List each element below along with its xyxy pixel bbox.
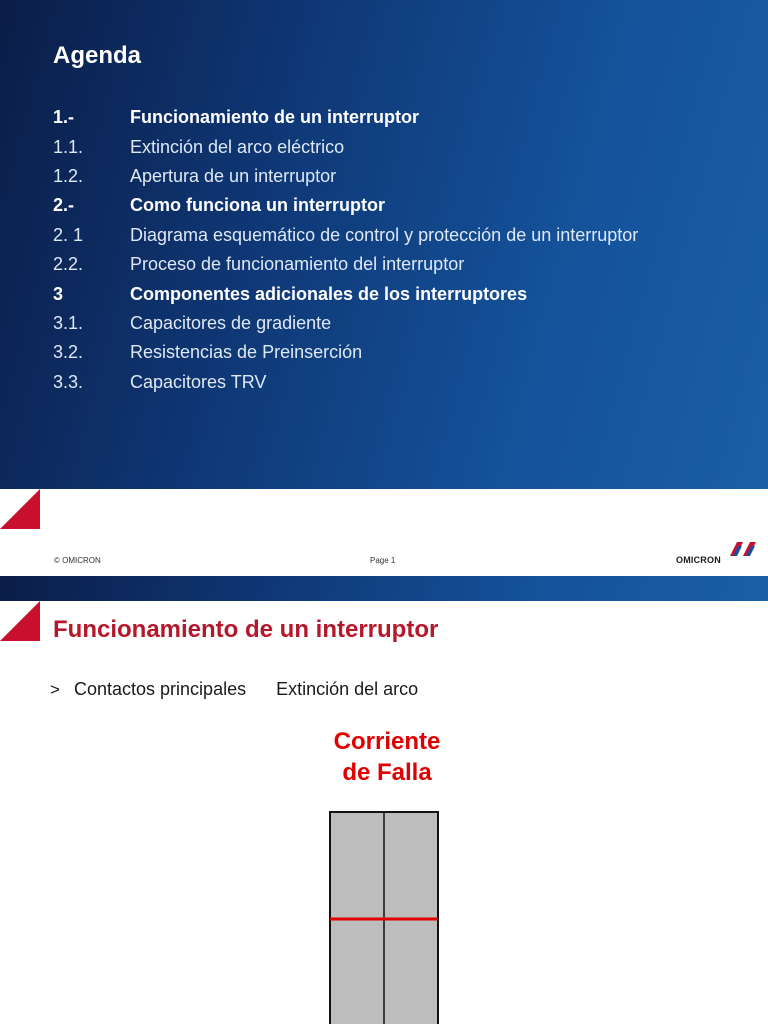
agenda-item bbox=[53, 221, 753, 250]
agenda-list bbox=[53, 103, 753, 397]
bullet-item bbox=[50, 679, 418, 700]
agenda-item-text: Como funciona un interruptor bbox=[130, 195, 385, 216]
agenda-item bbox=[53, 191, 753, 220]
agenda-item-number: 3 bbox=[53, 283, 64, 304]
agenda-item-number: 1.1. bbox=[53, 136, 84, 157]
fault-label-line2: de Falla bbox=[342, 759, 432, 786]
agenda-item bbox=[53, 103, 753, 132]
agenda-item-number: 3.2. bbox=[53, 342, 84, 363]
agenda-item-number: 3.1. bbox=[53, 312, 84, 333]
agenda-item-text: Funcionamiento de un interruptor bbox=[130, 107, 419, 128]
agenda-item-text: Resistencias de Preinserción bbox=[130, 342, 363, 363]
agenda-item-text: Capacitores de gradiente bbox=[130, 312, 332, 333]
omicron-logo bbox=[676, 542, 758, 566]
agenda-item-number: 2. 1 bbox=[53, 224, 84, 245]
agenda-item bbox=[53, 309, 753, 338]
footer-copyright: © OMICRON bbox=[54, 556, 101, 565]
agenda-title: Agenda bbox=[53, 42, 142, 69]
agenda-item-text: Componentes adicionales de los interruptores bbox=[130, 283, 528, 304]
fault-current-label bbox=[300, 726, 474, 788]
agenda-item-text: Extinción del arco eléctrico bbox=[130, 136, 345, 157]
agenda-item-number: 3.3. bbox=[53, 371, 84, 392]
bullet-text-arc: Extinción del arco bbox=[276, 679, 419, 699]
omicron-logo-icon bbox=[730, 542, 756, 556]
slide-title: Funcionamiento de un interruptor bbox=[53, 616, 439, 643]
agenda-item bbox=[53, 279, 753, 308]
agenda-item-number: 2.- bbox=[53, 195, 75, 216]
agenda-item bbox=[53, 250, 753, 279]
agenda-item-number: 1.- bbox=[53, 107, 75, 128]
agenda-item-text: Capacitores TRV bbox=[130, 371, 267, 392]
agenda-item-number: 2.2. bbox=[53, 254, 84, 275]
agenda-item bbox=[53, 162, 753, 191]
footer-page-number: Page 1 bbox=[370, 556, 396, 565]
agenda-item bbox=[53, 338, 753, 367]
breaker-slide bbox=[0, 576, 768, 1024]
agenda-item-text: Proceso de funcionamiento del interruptor bbox=[130, 254, 465, 275]
breaker-contacts-diagram bbox=[329, 811, 439, 1024]
agenda-item-number: 1.2. bbox=[53, 165, 84, 186]
red-corner-triangle bbox=[0, 489, 40, 529]
bullet-marker: > bbox=[50, 679, 60, 699]
agenda-item bbox=[53, 368, 753, 397]
slide-header-band bbox=[0, 576, 768, 601]
agenda-item bbox=[53, 132, 753, 161]
bullet-text-contacts: Contactos principales bbox=[74, 679, 247, 699]
omicron-logo-text: OMICRON bbox=[676, 555, 721, 565]
fault-label-line1: Corriente bbox=[333, 728, 441, 755]
agenda-item-text: Apertura de un interruptor bbox=[130, 165, 337, 186]
agenda-item-text: Diagrama esquemático de control y protección de un interruptor bbox=[130, 224, 639, 245]
red-corner-triangle bbox=[0, 601, 40, 641]
